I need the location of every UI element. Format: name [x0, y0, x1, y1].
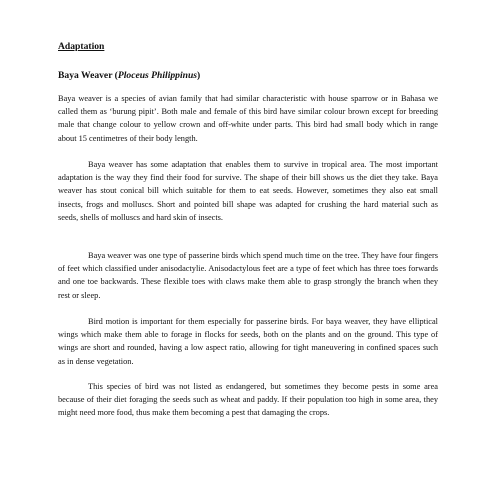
paragraph-description: Baya weaver is a species of avian family that had similar characteristic with house sparrow or in Bahasa we called them as ‘burung pipit’. Both male and female of this bird have similar colour brown except for breeding male that change colour to yellow crown and off-white under parts. This bird had small body which in range about 15 centimetres of their body length.	[58, 94, 438, 143]
paragraph-diet-adaptation: Baya weaver has some adaptation that enables them to survive in tropical area. The most important adaptation is the way they find their food for survive. The shape of their bill shows us the diet they take. Baya weaver has stout conical bill which suitable for them to eat seeds. However, sometimes they also eat small insects, frogs and molluscs. Short and pointed bill shape was adapted for crushing the hard material such as seeds, shells of molluscs and hard skin of insects.	[58, 160, 438, 222]
species-title-prefix: Baya Weaver (	[58, 70, 118, 81]
paragraph-wing-adaptation: Bird motion is important for them especially for passerine birds. For baya weaver, they have elliptical wings which make them able to forage in flocks for seeds, both on the plants and on the ground. This type of wings are short and rounded, having a low aspect ratio, allowing for tight maneuvering in confined spaces such as in dense vegetation.	[58, 317, 438, 366]
scientific-name: Ploceus Philippinus	[117, 70, 198, 81]
section-heading: Adaptation	[58, 41, 105, 52]
paragraph-pest-status: This species of bird was not listed as endangered, but sometimes they become pests in some area because of their diet foraging the seeds such as wheat and paddy. If their population too high in some area, they might need more food, thus make them becoming a pest that damaging the crops.	[58, 382, 438, 418]
species-title-suffix: )	[197, 70, 201, 81]
species-title	[58, 70, 200, 81]
paragraph-feet-adaptation: Baya weaver was one type of passerine birds which spend much time on the tree. They have four fingers of feet which classified under anisodactylie. Anisodactylous feet are a type of feet which has three toes forwards and one toe backwards. These flexible toes with claws make them able to grasp strongly the branch when they rest or sleep.	[58, 251, 438, 300]
